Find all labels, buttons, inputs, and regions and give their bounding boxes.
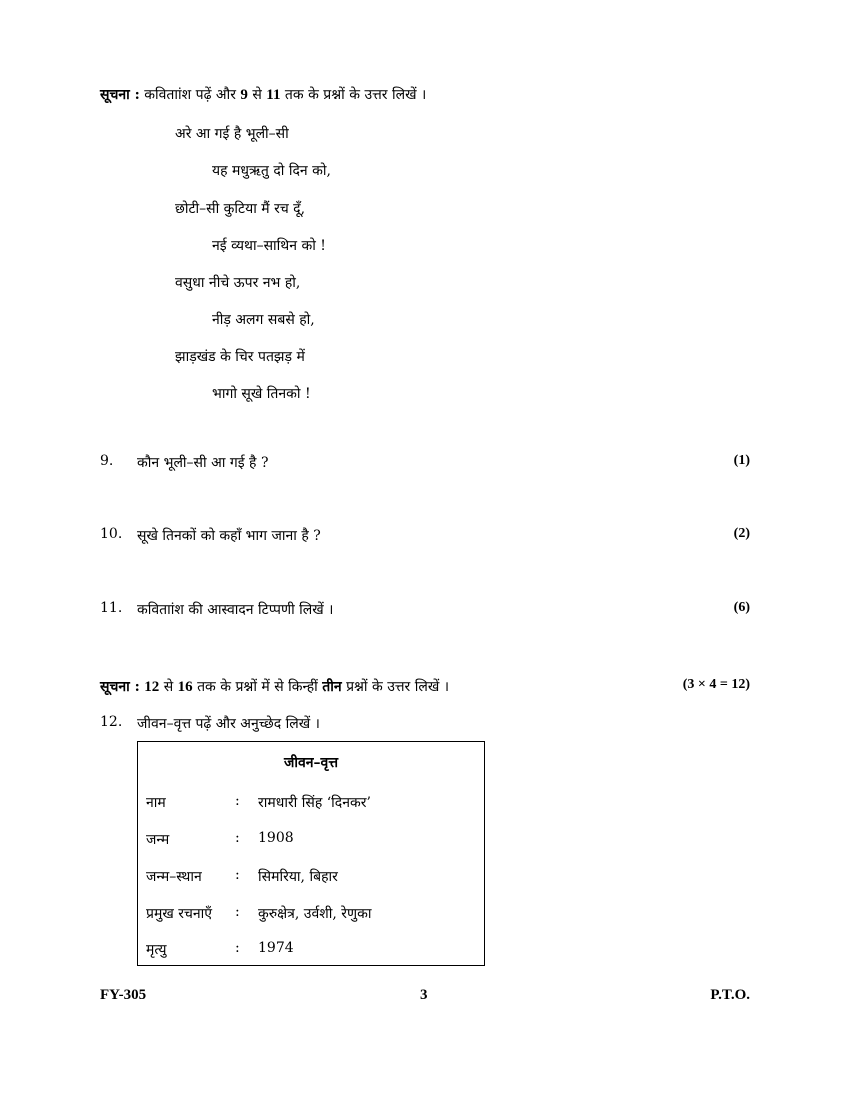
biography-separator: : (235, 904, 240, 920)
notice-emphasis: तीन (322, 679, 342, 695)
question-marks: (1) (733, 453, 750, 468)
poem-line: यह मधुऋतु दो दिन को, (212, 163, 331, 179)
notice-text: तक के प्रश्नों में से किन्हीं (197, 679, 318, 695)
notice-text: प्रश्नों के उत्तर लिखें । (346, 679, 450, 695)
question-marks: (2) (733, 526, 750, 541)
biography-box (137, 741, 485, 966)
question-text: कविताांश की आस्वादन टिप्पणी लिखें । (137, 602, 334, 618)
biography-row (138, 867, 484, 887)
poem-line: भागो सूखे तिनको ! (212, 386, 311, 402)
question-number: 11. (100, 600, 123, 616)
biography-label: मृत्यु (146, 942, 167, 958)
page-number: 3 (420, 987, 428, 1003)
biography-row (138, 793, 484, 813)
biography-value: सिमरिया, बिहार (258, 869, 338, 885)
section-marks: (3 × 4 = 12) (682, 677, 750, 692)
biography-value: कुरुक्षेत्र, उर्वशी, रेणुका (258, 906, 372, 922)
notice-number: 16 (177, 679, 193, 695)
notice-text: तक के प्रश्नों के उत्तर लिखें । (284, 87, 427, 103)
biography-value: रामधारी सिंह ‘दिनकर’ (258, 795, 371, 811)
notice-number: 9 (240, 87, 248, 103)
notice-label: सूचना : (100, 679, 140, 695)
biography-separator: : (235, 867, 240, 883)
biography-row (138, 940, 484, 960)
biography-label: नाम (146, 795, 166, 811)
poem-line: अरे आ गई है भूली–सी (175, 126, 289, 142)
pto-label: P.T.O. (710, 987, 750, 1003)
biography-value: 1974 (258, 940, 294, 956)
poem-line: छोटी–सी कुटिया मैं रच दूँ, (175, 201, 306, 217)
poem-line: नई व्यथा–साथिन को ! (212, 238, 326, 254)
biography-row (138, 904, 484, 924)
poem-line: वसुधा नीचे ऊपर नभ हो, (175, 275, 301, 291)
notice-number: 12 (144, 679, 160, 695)
biography-value: 1908 (258, 830, 294, 846)
biography-separator: : (235, 940, 240, 956)
biography-label: प्रमुख रचनाएँ (146, 906, 212, 922)
notice-text: से (163, 679, 174, 695)
biography-label: जन्म (146, 832, 170, 848)
poem-line: झाड़खंड के चिर पतझड़ में (175, 349, 305, 365)
biography-row (138, 830, 484, 850)
biography-separator: : (235, 830, 240, 846)
paper-code: FY-305 (100, 987, 147, 1003)
question-text: सूखे तिनकों को कहाँ भाग जाना है ? (137, 528, 321, 544)
instruction-notice (100, 677, 449, 696)
notice-number: 11 (266, 87, 281, 103)
question-number: 12. (100, 714, 123, 730)
question-text: जीवन–वृत्त पढ़ें और अनुच्छेद लिखें । (137, 716, 320, 732)
question-text: कौन भूली–सी आ गई है ? (137, 455, 269, 471)
biography-label: जन्म–स्थान (146, 869, 202, 885)
poem-line: नीड़ अलग सबसे हो, (212, 312, 315, 328)
notice-label: सूचना : (100, 87, 140, 103)
notice-text: से (252, 87, 262, 103)
question-number: 10. (100, 526, 123, 542)
question-number: 9. (100, 453, 114, 469)
notice-text: कविताांश पढ़ें और (144, 87, 236, 103)
instruction-notice (100, 85, 426, 104)
biography-title: जीवन–वृत्त (283, 755, 339, 771)
question-marks: (6) (733, 600, 750, 615)
biography-separator: : (235, 793, 240, 809)
